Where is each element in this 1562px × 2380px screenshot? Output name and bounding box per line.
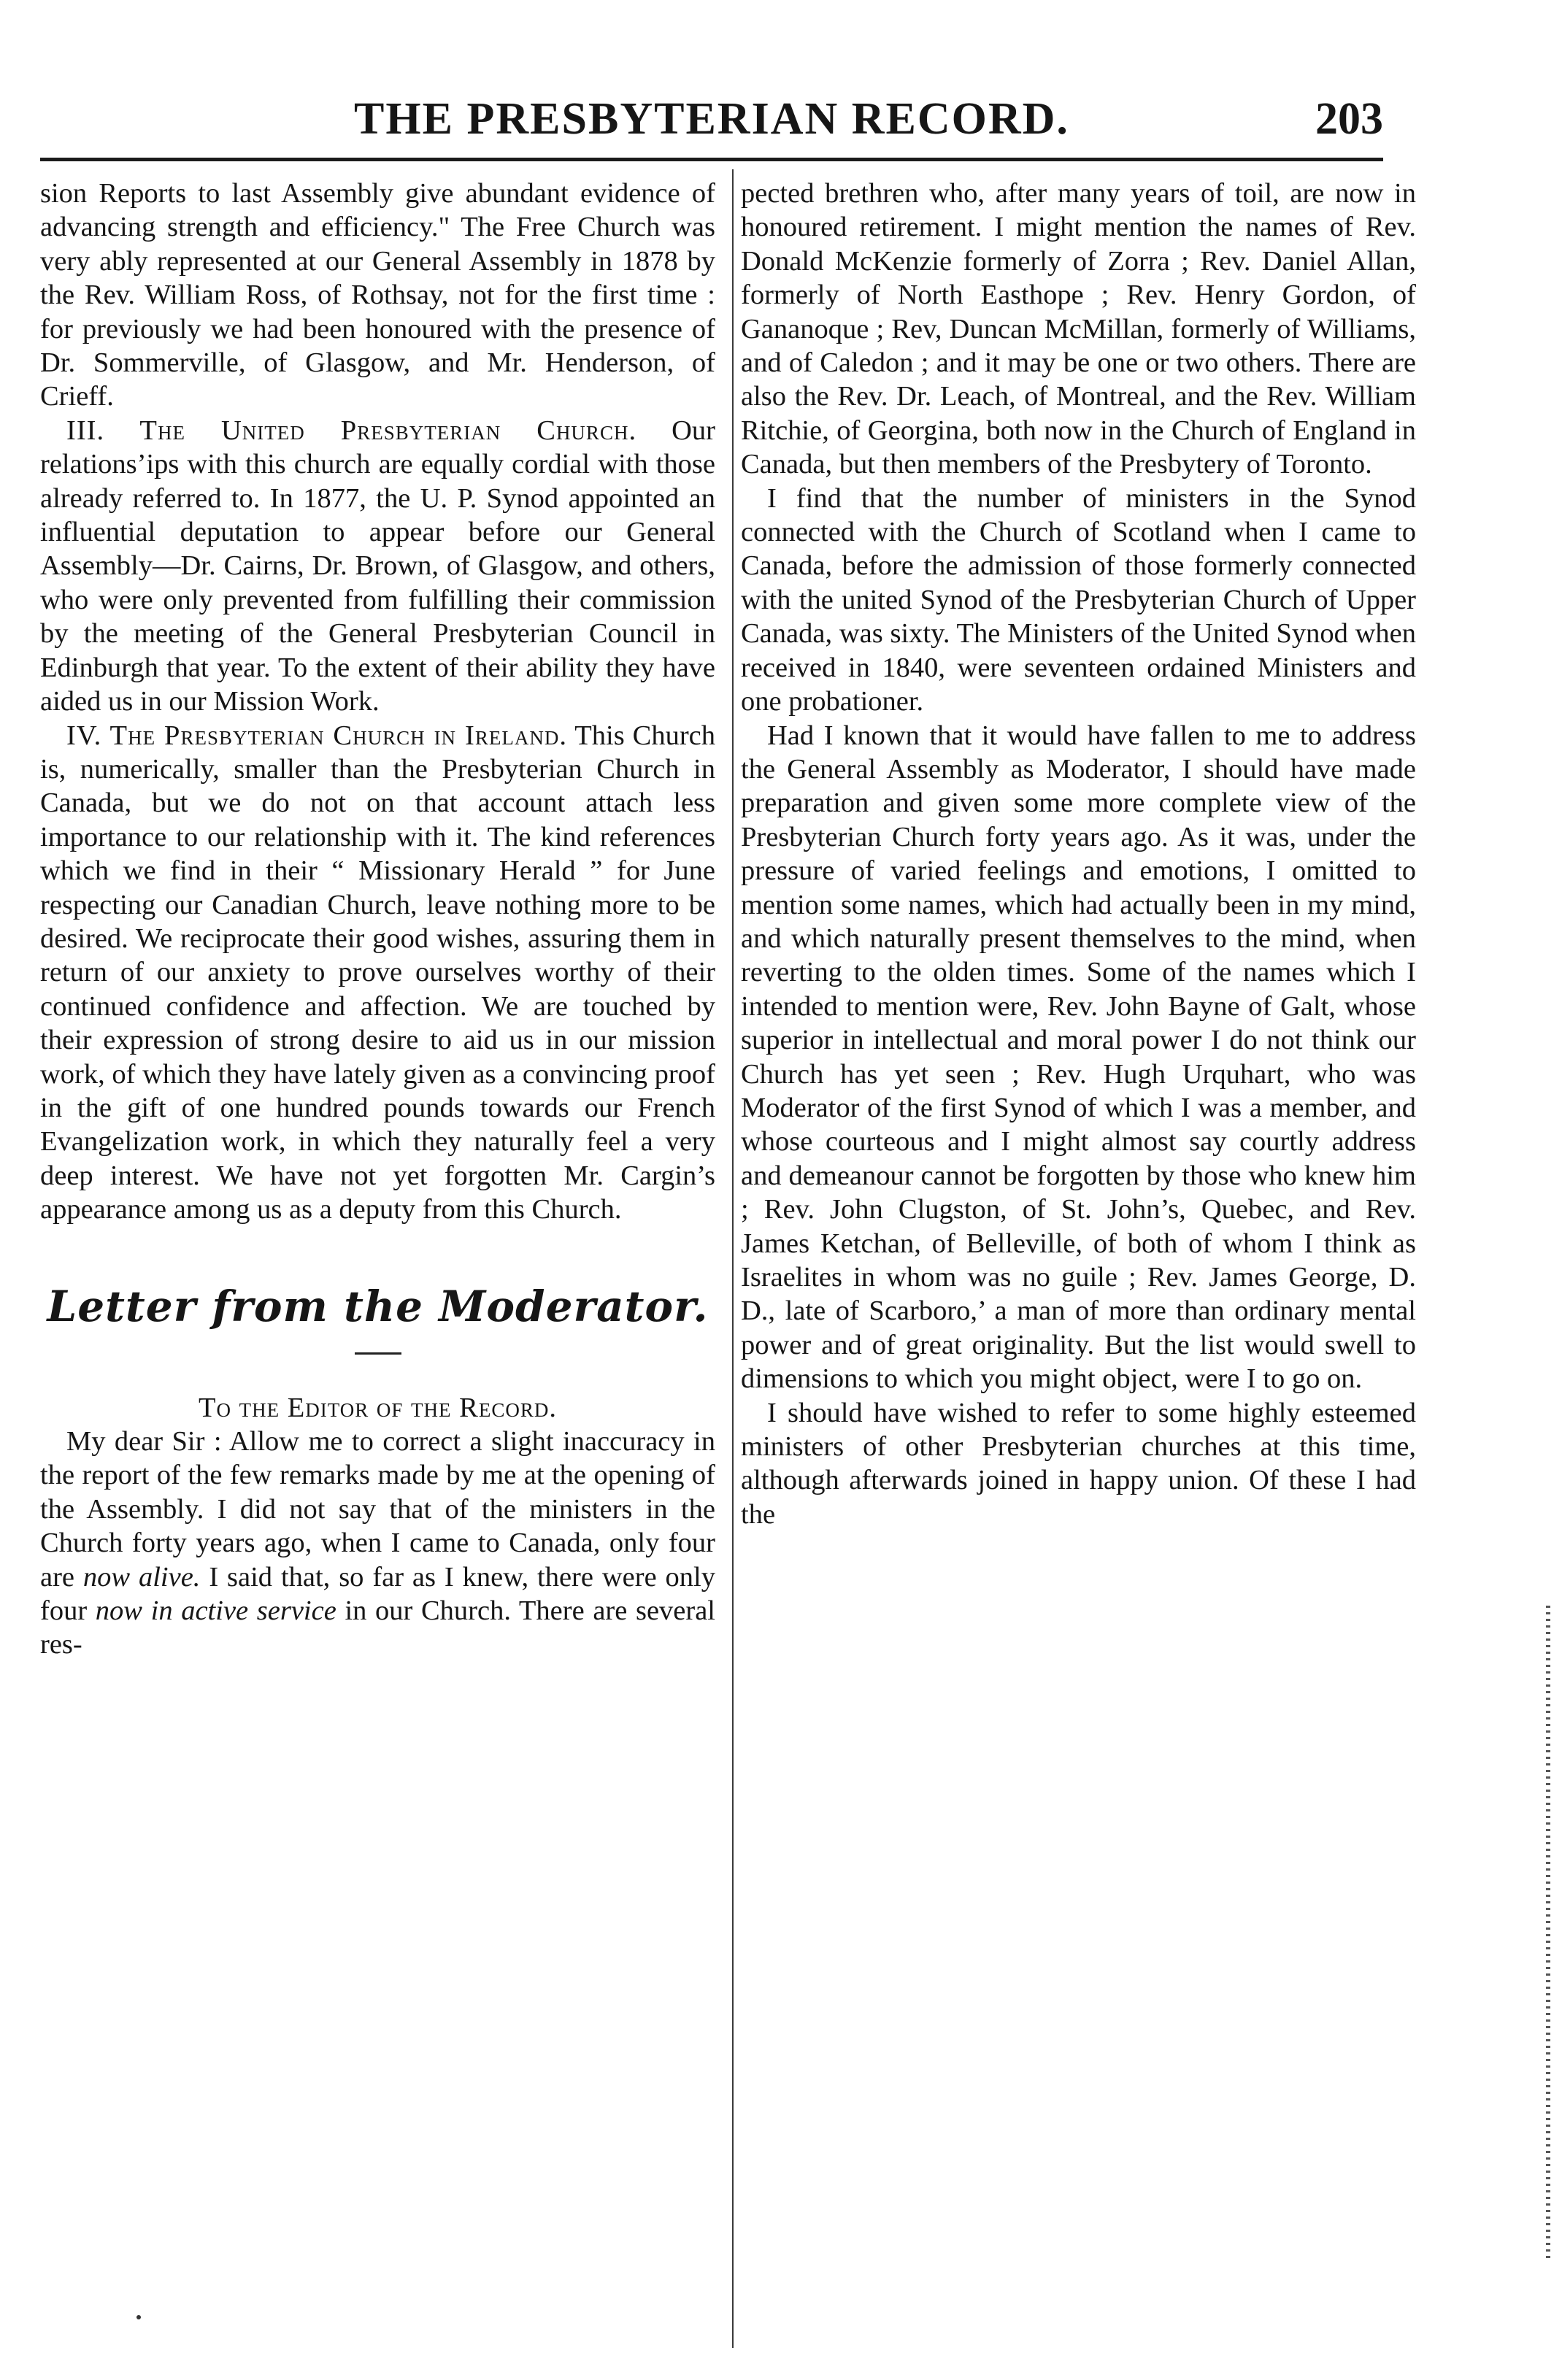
letter-text-start: My dear Sir : Allow me to correct a slight inaccuracy in the report of the few remarks made by me at the opening of the Assembly. I did not say that of the ministers in the Church forty years ago, when I came to Canada, only four are bbox=[40, 1426, 715, 1593]
left-paragraph-1: sion Reports to last Assembly give abundant evidence of advancing strength and efficiency." The Free Church was very ably represented at our General Assembly in 1878 by the Rev. William Ross, of Rothsay, not for the first time : for previously we had been honoured with the presence of Dr. Sommerville, of Glasgow, and Mr. Henderson, of Crieff. bbox=[40, 178, 715, 412]
left-paragraph-3 bbox=[40, 719, 715, 1227]
letter-text-end: in our Church. There are several res- bbox=[40, 1595, 715, 1660]
right-paragraph-2: I find that the number of ministers in the Synod connected with the Church of Scotland when I came to Canada, before the admission of those formerly connected with the united Synod of the Presbyterian Church of Upper Canada, was sixty. The Ministers of the United Synod when received in 1840, were seventeen ordained Ministers and one probationer. bbox=[741, 482, 1416, 717]
left-paragraph-3-body: This Church is, numerically, smaller than the Presbyterian Church in Canada, but we do not on that account attach less importance to our relationship with it. The kind references which we find in their “ Missionary Herald ” for June respecting our Canadian Church, leave nothing more to be desired. We reciprocate their good wishes, assuring them in return of our anxiety to prove ourselves worthy of their continued confidence and affection. We are touched by their expression of strong desire to aid us in our mission work, of which they have lately given as a convincing proof in the gift of one hundred pounds towards our French Evangelization work, in which they naturally feel a very deep interest. We have not yet forgotten Mr. Cargin’s appearance among us as a deputy from this Church. bbox=[40, 720, 715, 1225]
letter-emphasis-now-alive: now alive. bbox=[82, 1561, 201, 1593]
stray-dot-mark bbox=[136, 2315, 141, 2319]
section-title: Letter from the Moderator. bbox=[47, 1281, 709, 1331]
right-paragraph-1: pected brethren who, after many years of toil, are now in honoured retirement. I might mention the names of Rev. Donald McKenzie formerly of Zorra ; Rev. Daniel Allan, formerly of North Easthope ; Rev. Henry Gordon, of Gananoque ; Rev, Duncan McMillan, formerly of Williams, and of Caledon ; and it may be one or two others. There are also the Rev. Dr. Leach, of Montreal, and the Rev. William Ritchie, of Georgina, both now in the Church of England in Canada, but then members of the Presbytery of Toronto. bbox=[741, 178, 1416, 480]
right-paragraph-3: Had I known that it would have fallen to me to address the General Assembly as Moderator, I should have made preparation and given some more complete view of the Presbyterian Church forty years ago. As it was, under the pressure of varied feelings and emotions, I omitted to mention some names, which had actually been in my mind, and which naturally present themselves to the mind, when reverting to the olden times. Some of the names which I intended to mention were, Rev. John Bayne of Galt, whose superior in intellectual and moral power I do not think our Church has yet seen ; Rev. Hugh Urquhart, who was Moderator of the first Synod of which I was a member, and whose courteous and I might almost say courtly address and demeanour cannot be forgotten by those who knew him ; Rev. John Clugston, of St. John’s, Quebec, and Rev. James Ketchan, of Belleville, of both of whom I think as Israelites in whom was no guile ; Rev. James George, D. D., late of Scarboro,’ a man of more than ordinary mental power and of great originality. But the list would swell to dimensions to which you might object, were I to go on. bbox=[741, 720, 1416, 1395]
column-divider bbox=[732, 169, 734, 2348]
section-title-rule bbox=[355, 1352, 401, 1355]
scan-margin-marks bbox=[1546, 1606, 1550, 2262]
section-heading-united-presbyterian: III. The United Presbyterian Church. bbox=[66, 415, 637, 446]
section-heading-church-in-ireland: IV. The Presbyterian Church in Ireland. bbox=[66, 720, 567, 751]
left-paragraph-2 bbox=[40, 414, 715, 719]
running-header bbox=[40, 93, 1383, 152]
header-rule bbox=[40, 158, 1383, 161]
letter-emphasis-active-service: now in active service bbox=[95, 1595, 336, 1627]
letter-text-middle: I said that, so far as I knew, there were only four bbox=[40, 1561, 716, 1627]
page-number: 203 bbox=[1315, 94, 1383, 144]
letter-addressee: To the Editor of the Record. bbox=[199, 1392, 557, 1423]
right-paragraph-4: I should have wished to refer to some highly esteemed ministers of other Presbyterian churches at this time, although afterwards joined in happy union. Of these I had the bbox=[741, 1397, 1416, 1530]
left-paragraph-2-body: Our relations’ips with this church are equally cordial with those already referred to. In 1877, the U. P. Synod appointed an influential deputation to appear before our General Assembly—Dr. Cairns, Dr. Brown, of Glasgow, and others, who were only prevented from fulfilling their commission by the meeting of the General Presbyterian Council in Edinburgh that year. To the extent of their ability they have aided us in our Mission Work. bbox=[40, 415, 715, 717]
left-column bbox=[40, 177, 715, 1662]
right-column bbox=[741, 177, 1416, 1531]
letter-paragraph-1 bbox=[40, 1425, 715, 1662]
journal-title: THE PRESBYTERIAN RECORD. bbox=[354, 94, 1069, 144]
